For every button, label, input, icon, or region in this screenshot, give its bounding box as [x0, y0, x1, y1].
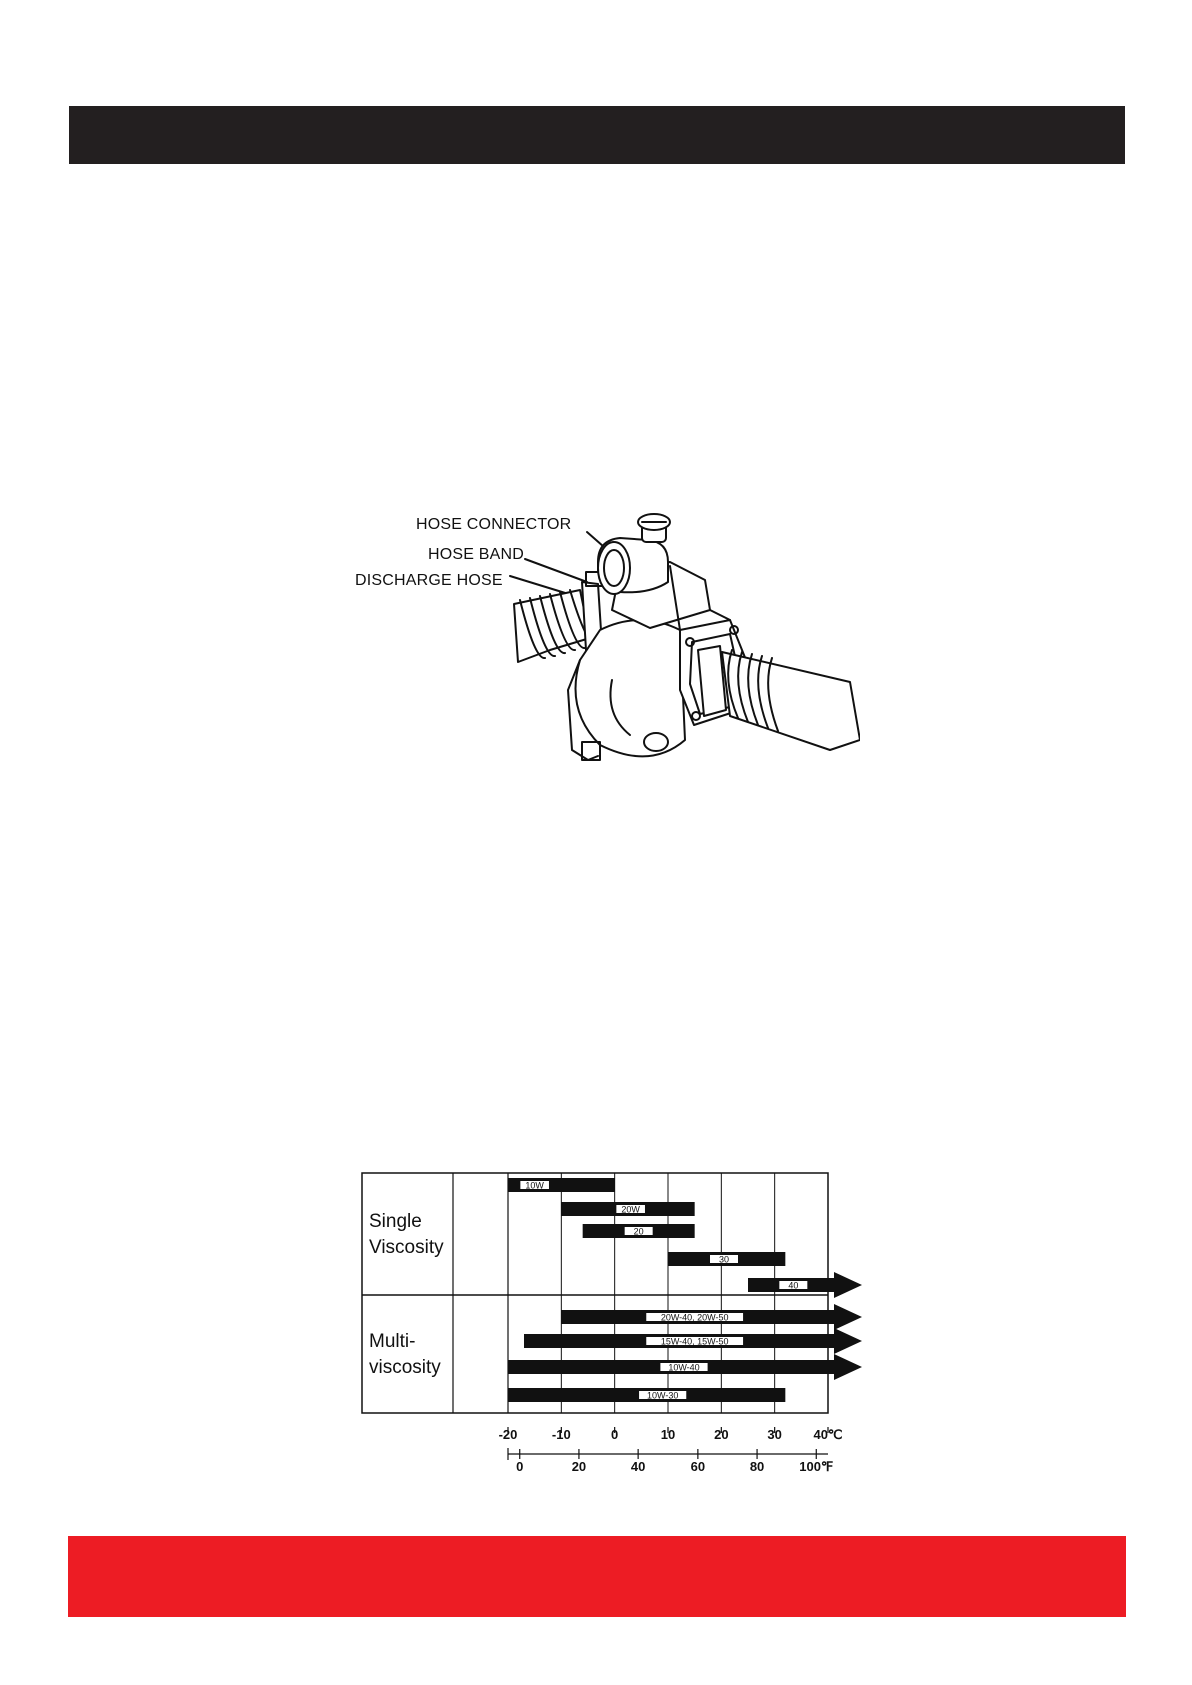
footer-bar: [68, 1536, 1126, 1617]
oil-bar-3: [668, 1252, 785, 1266]
celsius-tick-label: -20: [498, 1427, 518, 1442]
bar-label: 20W-40, 20W-50: [660, 1312, 729, 1323]
celsius-tick-label: 10: [660, 1427, 676, 1442]
fahrenheit-tick-label: 0: [516, 1459, 524, 1474]
bar-label: 40: [788, 1280, 799, 1291]
bar-arrow: [834, 1328, 862, 1354]
oil-bar-1: [561, 1202, 694, 1216]
group-label-multi-2: viscosity: [369, 1357, 441, 1378]
celsius-tick-label: 20: [714, 1427, 729, 1442]
fahrenheit-tick-label: 40: [630, 1459, 646, 1474]
bar-label: 10W-30: [646, 1390, 679, 1401]
chart-axis: [499, 1427, 843, 1474]
fahrenheit-tick-label: 100℉: [799, 1459, 834, 1474]
fahrenheit-tick-label: 60: [690, 1459, 706, 1474]
bar-label: 15W-40, 15W-50: [660, 1336, 729, 1347]
group-label-single-1: Single: [369, 1211, 422, 1232]
oil-bar-8: [508, 1388, 785, 1402]
group-label-multi-1: Multi-: [369, 1331, 416, 1352]
header-bar: [69, 106, 1125, 164]
bar-label: 10W: [525, 1180, 544, 1191]
oil-bar-0: [508, 1178, 615, 1192]
bar-label: 20W: [621, 1204, 640, 1215]
celsius-tick-label: -10: [551, 1427, 571, 1442]
bar-arrow: [834, 1354, 862, 1380]
oil-bar-2: [583, 1224, 695, 1238]
bar-arrow: [834, 1304, 862, 1330]
bar-label: 20: [633, 1226, 644, 1237]
celsius-tick-label: 30: [767, 1427, 782, 1442]
fahrenheit-tick-label: 20: [571, 1459, 587, 1474]
bar-label: 10W-40: [668, 1362, 700, 1373]
discharge-hose-label: DISCHARGE HOSE: [355, 572, 503, 589]
fahrenheit-tick-label: 80: [749, 1459, 765, 1474]
hose-band-label: HOSE BAND: [428, 546, 525, 563]
celsius-tick-label: 40℃: [813, 1427, 843, 1442]
pump-illustration: [350, 510, 860, 766]
group-label-single-2: Viscosity: [369, 1237, 444, 1258]
bar-label: 30: [718, 1254, 730, 1265]
celsius-tick-label: 0: [611, 1427, 619, 1442]
bar-arrow: [834, 1272, 862, 1298]
viscosity-chart: [355, 1165, 875, 1475]
hose-connector-label: HOSE CONNECTOR: [416, 516, 572, 533]
